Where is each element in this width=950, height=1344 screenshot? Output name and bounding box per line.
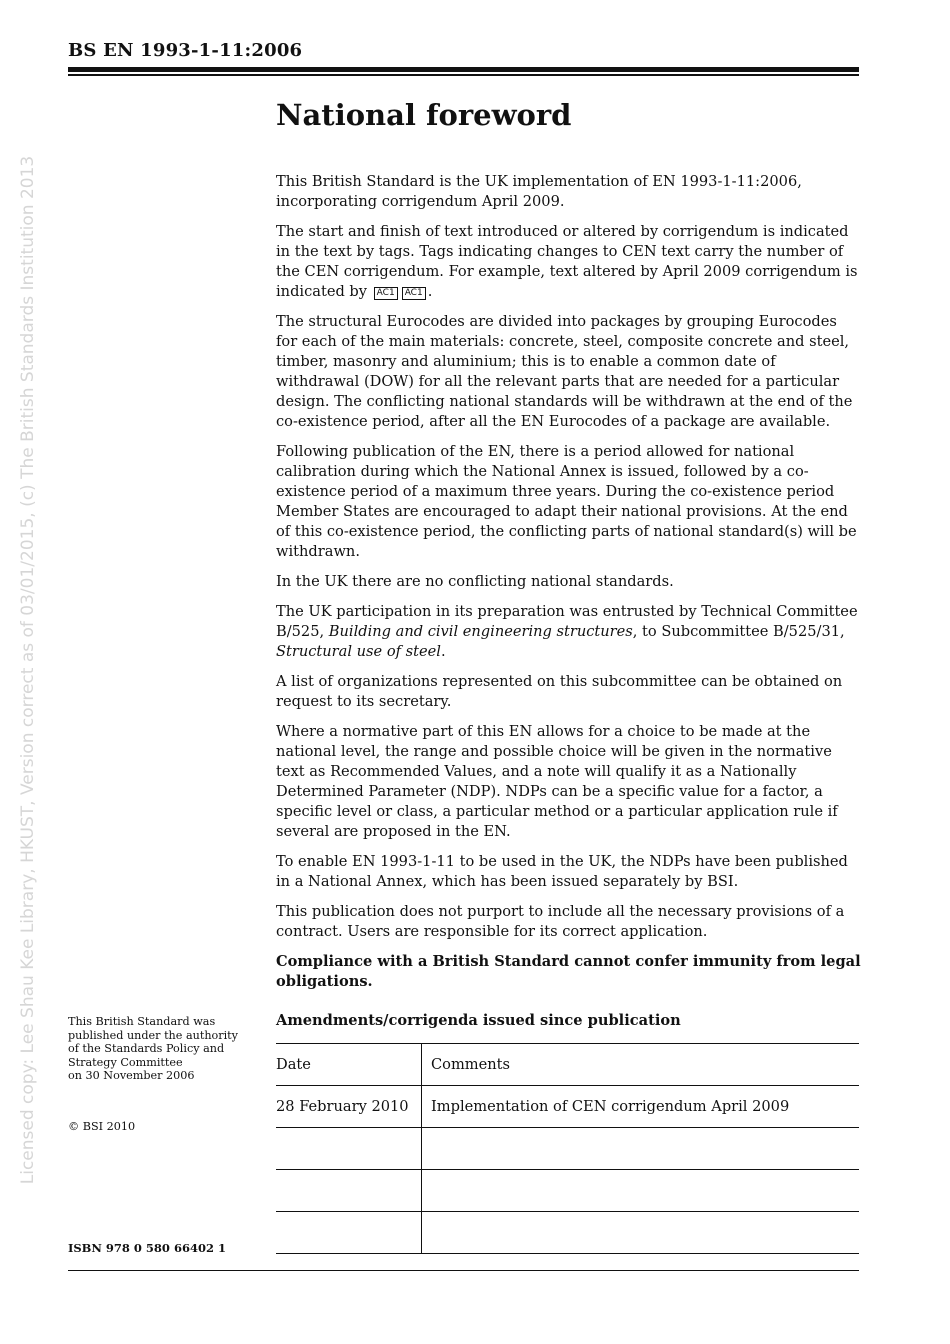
paragraph-6-c: , to Subcommittee B/525/31,	[632, 623, 845, 640]
paragraph-6-a: The UK participation in its preparation was entrusted by Technical Committee B/525,	[276, 603, 858, 640]
document-id-header: BS EN 1993-1-11:2006	[68, 40, 303, 61]
foreword-body	[276, 98, 861, 1002]
header-rule-thick	[68, 67, 859, 72]
amendment-comment: Implementation of CEN corrigendum April 2009	[422, 1086, 860, 1128]
publication-note	[68, 1015, 258, 1083]
amendment-date	[276, 1128, 422, 1170]
amendments-table	[276, 1043, 859, 1254]
paragraph-6-e: .	[440, 643, 446, 660]
paragraph-4: Following publication of the EN, there is a period allowed for national calibration during which the National Annex is issued, followed by a co-existence period of a maximum three years. During the co-existence period Member States are encouraged to adapt their national provisions. At the end of this co-existence period, the conflicting parts of national standard(s) will be withdrawn.	[276, 443, 857, 560]
corrigendum-close-tag-icon: AC1	[402, 287, 426, 300]
isbn: ISBN 978 0 580 66402 1	[68, 1241, 226, 1255]
table-row	[276, 1128, 859, 1170]
compliance-statement: Compliance with a British Standard cannot confer immunity from legal obligations.	[276, 953, 861, 990]
amendment-date	[276, 1170, 422, 1212]
paragraph-9: To enable EN 1993-1-11 to be used in the UK, the NDPs have been published in a National Annex, which has been issued separately by BSI.	[276, 853, 848, 890]
page-title: National foreword	[276, 98, 572, 132]
header-rule-thin	[68, 74, 859, 76]
date-column-header: Date	[276, 1044, 422, 1086]
table-header-row	[276, 1044, 859, 1086]
paragraph-8: Where a normative part of this EN allows for a choice to be made at the national level, the range and possible choice will be given in the normative text as Recommended Values, and a note will qualify it as a Nationally Determined Parameter (NDP). NDPs can be a specific value for a factor, a specific level or class, a particular method or a particular application rule if several are proposed in the EN.	[276, 723, 838, 840]
paragraph-1: This British Standard is the UK implementation of EN 1993-1-11:2006, incorporating corrigendum April 2009.	[276, 173, 802, 210]
footer-rule	[68, 1270, 859, 1271]
amendments-heading: Amendments/corrigenda issued since publication	[276, 1012, 681, 1029]
publication-note-line: on 30 November 2006	[68, 1069, 195, 1083]
corrigendum-open-tag-icon: AC1	[374, 287, 398, 300]
amendment-comment	[422, 1128, 860, 1170]
paragraph-6	[276, 602, 861, 662]
amendment-date	[276, 1212, 422, 1254]
publication-note-line: This British Standard was	[68, 1015, 216, 1028]
publication-note-line: published under the authority	[68, 1028, 238, 1042]
publication-note-line: of the Standards Policy and	[68, 1042, 225, 1056]
comments-column-header: Comments	[422, 1044, 860, 1086]
amendment-comment	[422, 1170, 860, 1212]
paragraph-2	[276, 222, 861, 302]
table-row	[276, 1212, 859, 1254]
table-row	[276, 1086, 859, 1128]
paragraph-3: The structural Eurocodes are divided into packages by grouping Eurocodes for each of the main materials: concrete, steel, composite concrete and steel, timber, masonry and aluminium; this is to enable a common date of withdrawal (DOW) for all the relevant parts that are needed for a particular design. The conflicting national standards will be withdrawn at the end of the co-existence period, after all the EN Eurocodes of a package are available.	[276, 313, 853, 430]
paragraph-2-text: The start and finish of text introduced or altered by corrigendum is indicated in the text by tags. Tags indicating changes to CEN text carry the number of the CEN corrigendum. For example, text altered by April 2009 corrigendum is indicated by	[276, 223, 858, 300]
license-watermark: Licensed copy: Lee Shau Kee Library, HKUST, Version correct as of 03/01/2015, (c) The British Standards Institution 2013	[18, 155, 38, 1185]
amendment-comment	[422, 1212, 860, 1254]
paragraph-7: A list of organizations represented on this subcommittee can be obtained on request to its secretary.	[276, 673, 843, 710]
committee-title: Building and civil engineering structures	[328, 623, 633, 640]
subcommittee-title: Structural use of steel	[276, 643, 441, 660]
table-row	[276, 1170, 859, 1212]
publication-note-line: Strategy Committee	[68, 1055, 183, 1069]
amendment-date: 28 February 2010	[276, 1086, 422, 1128]
paragraph-10: This publication does not purport to include all the necessary provisions of a contract. Users are responsible for its correct application.	[276, 903, 845, 940]
paragraph-5: In the UK there are no conflicting national standards.	[276, 573, 674, 590]
copyright-notice: © BSI 2010	[68, 1120, 136, 1133]
paragraph-2-end: .	[427, 283, 433, 300]
